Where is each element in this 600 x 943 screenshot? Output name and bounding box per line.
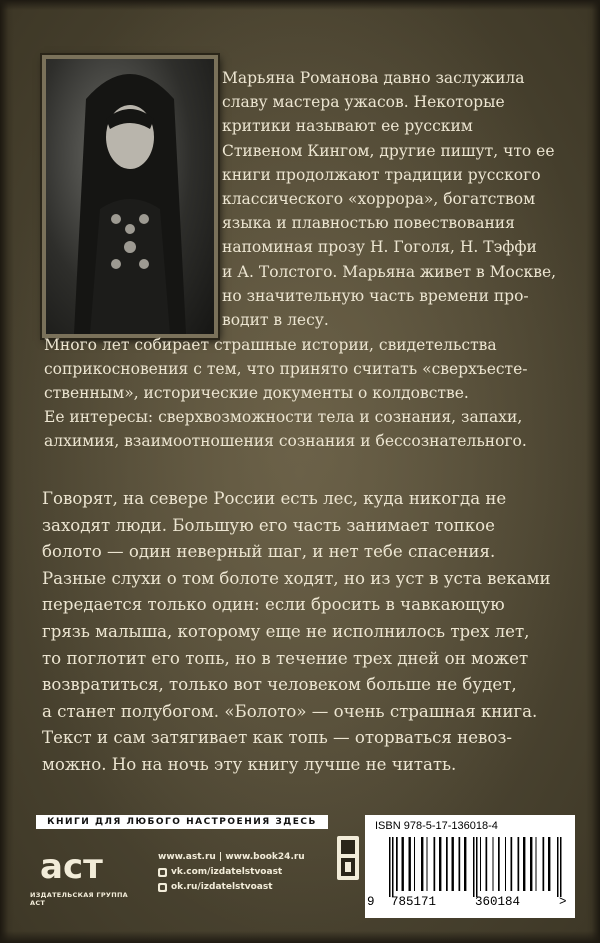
author-photo xyxy=(42,55,218,338)
barcode-bar xyxy=(452,837,454,891)
ast-logo xyxy=(38,842,118,888)
author-interests xyxy=(44,405,569,453)
synopsis-line: заходят люди. Большую его часть занимает топкое xyxy=(42,515,495,535)
synopsis-line: можно. Но на ночь эту книгу лучше не читать. xyxy=(42,754,457,774)
bio-line: соприкосновения с тем, что принято считать «сверхъесте- xyxy=(44,360,528,379)
barcode-bar xyxy=(498,837,500,891)
synopsis-line: Разные слухи о том болоте ходят, но из уст в уста веками xyxy=(42,568,551,588)
barcode-bar xyxy=(434,837,436,891)
barcode-guard-bar xyxy=(560,837,562,897)
barcode-bar xyxy=(505,837,506,891)
author-portrait-illustration xyxy=(46,59,214,334)
bio-line: Стивеном Кингом, другие пишут, что ее xyxy=(222,141,555,160)
ast-logo-text: аст xyxy=(40,847,103,887)
websites-link[interactable]: www.ast.ru | www.book24.ru xyxy=(158,852,305,862)
ok-link[interactable]: ok.ru/izdatelstvoast xyxy=(171,882,273,892)
bio-line: славу мастера ужасов. Некоторые xyxy=(222,93,505,112)
cover-edge-left xyxy=(0,0,14,943)
vk-icon xyxy=(158,868,167,877)
barcode-bar xyxy=(480,837,481,891)
ok-icon xyxy=(158,883,167,892)
barcode-bar xyxy=(543,837,545,891)
barcode-bar xyxy=(536,837,537,891)
synopsis-line: а станет полубогом. «Болото» — очень страшная книга. xyxy=(42,701,538,721)
bio-line: критики называют ее русским xyxy=(222,117,473,136)
synopsis-line: Говорят, на севере России есть лес, куда никогда не xyxy=(42,489,507,508)
interests-line: Ее интересы: сверхвозможности тела и сознания, запахи, xyxy=(44,408,523,426)
bio-line: но значительную часть времени про- xyxy=(222,286,529,305)
bio-line: классического «хоррора», богатством xyxy=(222,190,536,209)
barcode-bar xyxy=(421,837,423,891)
barcode-bar xyxy=(396,837,398,891)
barcode-bar xyxy=(427,837,428,891)
barcode-bar xyxy=(493,837,494,891)
barcode-bar xyxy=(414,837,415,891)
bio-line: Марьяна Романова давно заслужила xyxy=(222,69,525,87)
cover-edge-bottom xyxy=(0,931,600,943)
barcode-guard-bar xyxy=(557,837,559,897)
synopsis-line: то поглотит его топь, но в течение трех дней он может xyxy=(42,648,529,668)
synopsis-line: болото — один неверный шаг, и нет тебе спасения. xyxy=(42,542,496,562)
synopsis-line: грязь малыша, которому еще не исполнилось трех лет, xyxy=(42,621,530,641)
barcode-bar xyxy=(464,837,466,891)
synopsis-line: передается только один: если бросить в чавкающую xyxy=(42,595,505,615)
barcode-guard-bar xyxy=(476,837,478,897)
bio-line: книги продолжают традиции русского xyxy=(222,165,541,184)
synopsis-line: возвратиться, только вот человеком больше не будет, xyxy=(42,675,517,695)
websites-row xyxy=(158,850,305,865)
bio-line: языка и плавностью повествования xyxy=(222,214,515,233)
author-bio-top xyxy=(222,66,577,332)
barcode-bar xyxy=(446,837,448,891)
bio-line: ственным», исторические документы о колдовстве. xyxy=(44,384,469,403)
bio-line: Много лет собирает страшные истории, свидетельства xyxy=(44,336,497,354)
vk-row xyxy=(158,865,305,880)
barcode-left-group: 785171 xyxy=(391,895,437,909)
bio-line: напоминая прозу Н. Гоголя, Н. Тэффи xyxy=(222,238,537,257)
isbn-number: ISBN 978-5-17-136018-4 xyxy=(375,820,498,832)
publisher-caption: ИЗДАТЕЛЬСКАЯ ГРУППА АСТ xyxy=(30,891,129,907)
barcode-bar xyxy=(486,837,488,891)
bio-line: водит в лесу. xyxy=(222,311,329,330)
barcode-guard-bar xyxy=(473,837,475,897)
barcode-bar xyxy=(548,837,550,891)
barcode-bar xyxy=(530,837,532,891)
barcode-bar xyxy=(409,837,411,891)
barcode-bar xyxy=(518,837,520,891)
barcode-bar xyxy=(402,837,404,891)
interests-line: алхимия, взаимоотношения сознания и бессознательного. xyxy=(44,432,527,451)
barcode-guard-bar xyxy=(392,837,394,897)
barcode-bars xyxy=(375,837,565,897)
barcode-first-digit: 9 xyxy=(367,895,375,909)
barcode-right-group: 360184 xyxy=(475,895,521,909)
barcode-block xyxy=(365,815,575,918)
cover-edge-top xyxy=(0,0,600,10)
vk-link[interactable]: vk.com/izdatelstvoast xyxy=(171,867,283,877)
barcode-bar xyxy=(523,837,525,891)
author-bio-bottom xyxy=(44,333,569,406)
barcode-guard-bar xyxy=(389,837,391,897)
ok-row xyxy=(158,880,305,895)
barcode-bar xyxy=(439,837,441,891)
book-synopsis xyxy=(42,486,570,779)
barcode-bar xyxy=(459,837,461,891)
barcode-arrow: > xyxy=(559,895,567,909)
cover-edge-right xyxy=(586,0,600,943)
lantern-icon xyxy=(337,836,359,880)
bio-line: и А. Толстого. Марьяна живет в Москве, xyxy=(222,262,557,281)
synopsis-line: Текст и сам затягивает как топь — оторваться невоз- xyxy=(42,728,513,748)
barcode-bar xyxy=(511,837,513,891)
publisher-contacts xyxy=(158,850,305,895)
tagline-banner: КНИГИ ДЛЯ ЛЮБОГО НАСТРОЕНИЯ ЗДЕСЬ xyxy=(36,815,328,829)
